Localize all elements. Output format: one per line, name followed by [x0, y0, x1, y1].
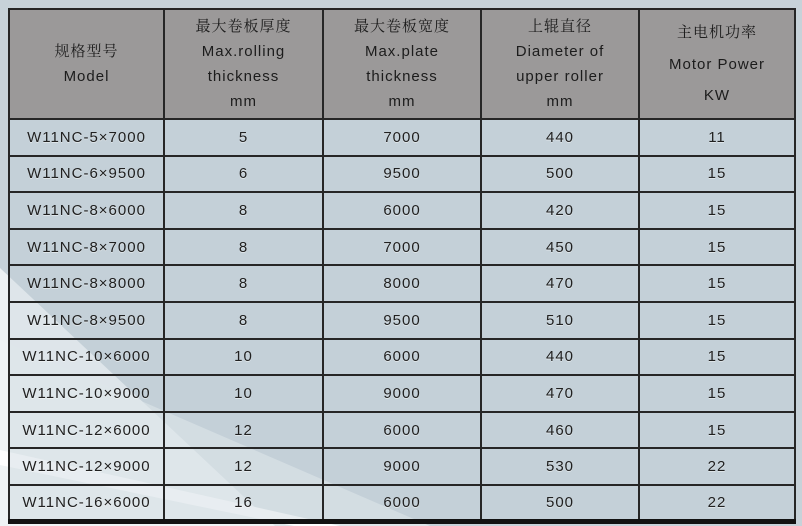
header-line: Max.plate	[364, 43, 440, 60]
cell-model: W11NC-8×7000	[9, 229, 164, 266]
header-line: 最大卷板宽度	[353, 18, 450, 35]
cell-max-plate-width: 9000	[323, 375, 481, 412]
cell-max-plate-width: 9500	[323, 302, 481, 339]
header-line: thickness	[366, 68, 438, 85]
cell-upper-roller-diameter: 510	[481, 302, 639, 339]
cell-motor-power: 15	[639, 265, 795, 302]
cell-upper-roller-diameter: 440	[481, 119, 639, 156]
header-line: Model	[63, 68, 110, 85]
cell-motor-power: 15	[639, 302, 795, 339]
header-line: KW	[703, 86, 731, 104]
cell-max-plate-width: 7000	[323, 229, 481, 266]
header-line: 规格型号	[54, 43, 119, 60]
cell-max-plate-width: 9500	[323, 156, 481, 193]
cell-upper-roller-diameter: 470	[481, 375, 639, 412]
column-header-lines	[642, 14, 792, 114]
cell-max-rolling-thickness: 12	[164, 448, 323, 485]
cell-model: W11NC-5×7000	[9, 119, 164, 156]
cell-motor-power: 15	[639, 229, 795, 266]
column-header-motor-power	[639, 9, 795, 119]
cell-upper-roller-diameter: 440	[481, 339, 639, 376]
column-header-lines	[12, 14, 161, 114]
cell-upper-roller-diameter: 530	[481, 448, 639, 485]
cell-model: W11NC-10×6000	[9, 339, 164, 376]
cell-max-plate-width: 9000	[323, 448, 481, 485]
table-row	[9, 119, 795, 156]
header-row	[9, 9, 795, 119]
cell-upper-roller-diameter: 420	[481, 192, 639, 229]
table-row	[9, 192, 795, 229]
cell-model: W11NC-8×8000	[9, 265, 164, 302]
table-row	[9, 339, 795, 376]
cell-motor-power: 22	[639, 448, 795, 485]
cell-model: W11NC-10×9000	[9, 375, 164, 412]
table-row	[9, 265, 795, 302]
header-line: mm	[388, 93, 416, 110]
cell-max-rolling-thickness: 8	[164, 229, 323, 266]
table-header	[9, 9, 795, 119]
cell-max-rolling-thickness: 8	[164, 302, 323, 339]
cell-model: W11NC-6×9500	[9, 156, 164, 193]
cell-max-rolling-thickness: 16	[164, 485, 323, 522]
cell-motor-power: 15	[639, 412, 795, 449]
header-line: mm	[230, 93, 257, 110]
header-line: upper roller	[516, 68, 604, 85]
column-header-lines	[167, 14, 320, 114]
table-row	[9, 156, 795, 193]
cell-motor-power: 15	[639, 339, 795, 376]
cell-model: W11NC-12×6000	[9, 412, 164, 449]
column-header-max-rolling-thickness	[164, 9, 323, 119]
column-header-model	[9, 9, 164, 119]
cell-max-plate-width: 6000	[323, 412, 481, 449]
cell-upper-roller-diameter: 450	[481, 229, 639, 266]
cell-motor-power: 15	[639, 156, 795, 193]
table-row	[9, 375, 795, 412]
cell-motor-power: 15	[639, 192, 795, 229]
cell-motor-power: 11	[639, 119, 795, 156]
header-line: thickness	[207, 68, 280, 85]
cell-max-plate-width: 7000	[323, 119, 481, 156]
cell-max-rolling-thickness: 10	[164, 339, 323, 376]
header-line: 主电机功率	[676, 24, 757, 42]
cell-model: W11NC-12×9000	[9, 448, 164, 485]
table-row	[9, 302, 795, 339]
cell-upper-roller-diameter: 460	[481, 412, 639, 449]
header-line: 最大卷板厚度	[195, 18, 292, 35]
table-body	[9, 119, 795, 522]
cell-model: W11NC-8×6000	[9, 192, 164, 229]
column-header-max-plate-width	[323, 9, 481, 119]
cell-motor-power: 15	[639, 375, 795, 412]
column-header-lines	[326, 14, 478, 114]
cell-max-rolling-thickness: 5	[164, 119, 323, 156]
column-header-upper-roller-diameter	[481, 9, 639, 119]
header-line: Diameter of	[515, 43, 605, 60]
column-header-lines	[484, 14, 636, 114]
cell-max-rolling-thickness: 12	[164, 412, 323, 449]
cell-upper-roller-diameter: 500	[481, 156, 639, 193]
cell-model: W11NC-16×6000	[9, 485, 164, 522]
cell-max-plate-width: 6000	[323, 485, 481, 522]
cell-motor-power: 22	[639, 485, 795, 522]
cell-max-rolling-thickness: 6	[164, 156, 323, 193]
table-row	[9, 229, 795, 266]
header-line: mm	[546, 93, 574, 110]
cell-max-plate-width: 6000	[323, 192, 481, 229]
header-line: Motor Power	[668, 55, 766, 73]
table-row	[9, 412, 795, 449]
cell-upper-roller-diameter: 470	[481, 265, 639, 302]
header-line: Max.rolling	[201, 43, 286, 60]
cell-max-plate-width: 8000	[323, 265, 481, 302]
table-row	[9, 485, 795, 522]
cell-max-rolling-thickness: 8	[164, 265, 323, 302]
table-row	[9, 448, 795, 485]
cell-model: W11NC-8×9500	[9, 302, 164, 339]
cell-max-plate-width: 6000	[323, 339, 481, 376]
cell-max-rolling-thickness: 10	[164, 375, 323, 412]
cell-max-rolling-thickness: 8	[164, 192, 323, 229]
specifications-table	[8, 8, 796, 524]
header-line: 上辊直径	[527, 18, 592, 35]
cell-upper-roller-diameter: 500	[481, 485, 639, 522]
